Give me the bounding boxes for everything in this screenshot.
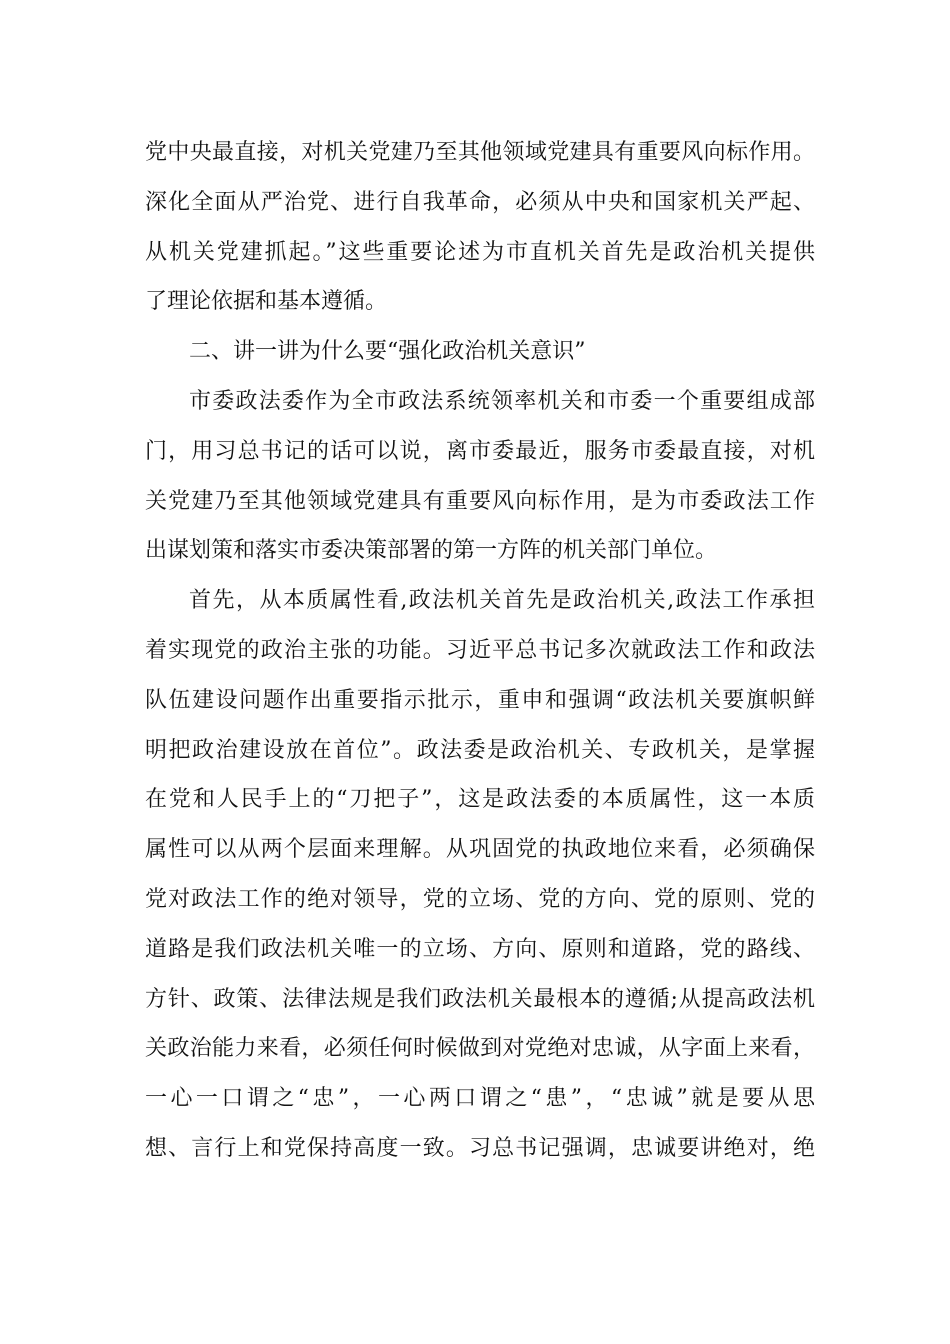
text-line: 在党和人民手上的“刀把子”，这是政法委的本质属性，这一本质	[145, 787, 815, 813]
text-line: 关政治能力来看，必须任何时候做到对党绝对忠诚，从字面上来看，	[145, 1036, 815, 1062]
text-line: 了理论依据和基本遵循。	[145, 289, 388, 315]
body-text	[145, 128, 815, 1174]
text-line: 党中央最直接，对机关党建乃至其他领域党建具有重要风向标作用。	[145, 140, 815, 165]
text-line: 首先，从本质属性看,政法机关首先是政治机关,政法工作承担	[189, 588, 815, 614]
text-line: 队伍建设问题作出重要指示批示，重申和强调“政法机关要旗帜鲜	[145, 687, 815, 713]
text-line: 深化全面从严治党、进行自我革命，必须从中央和国家机关严起、	[145, 189, 815, 215]
text-line: 想、言行上和党保持高度一致。习总书记强调，忠诚要讲绝对，绝	[145, 1135, 815, 1161]
text-line: 门，用习总书记的话可以说，离市委最近，服务市委最直接，对机	[145, 438, 815, 464]
text-line: 方针、政策、法律法规是我们政法机关最根本的遵循;从提高政法机	[145, 986, 815, 1012]
text-line: 关党建乃至其他领域党建具有重要风向标作用，是为市委政法工作	[145, 488, 815, 514]
section-heading: 二、讲一讲为什么要“强化政治机关意识”	[189, 339, 586, 365]
text-line: 出谋划策和落实市委决策部署的第一方阵的机关部门单位。	[145, 538, 718, 564]
text-line: 从机关党建抓起。”这些重要论述为市直机关首先是政治机关提供	[145, 239, 815, 265]
text-line: 属性可以从两个层面来理解。从巩固党的执政地位来看，必须确保	[145, 837, 815, 863]
text-line: 党对政法工作的绝对领导，党的立场、党的方向、党的原则、党的	[145, 886, 815, 912]
text-line: 明把政治建设放在首位”。政法委是政治机关、专政机关，是掌握	[145, 737, 815, 763]
text-line: 市委政法委作为全市政法系统领率机关和市委一个重要组成部	[189, 388, 815, 414]
text-line: 一心一口谓之“忠”，一心两口谓之“患”，“忠诚”就是要从思	[145, 1086, 815, 1112]
text-line: 着实现党的政治主张的功能。习近平总书记多次就政法工作和政法	[145, 637, 815, 663]
text-line: 道路是我们政法机关唯一的立场、方向、原则和道路，党的路线、	[145, 936, 815, 962]
